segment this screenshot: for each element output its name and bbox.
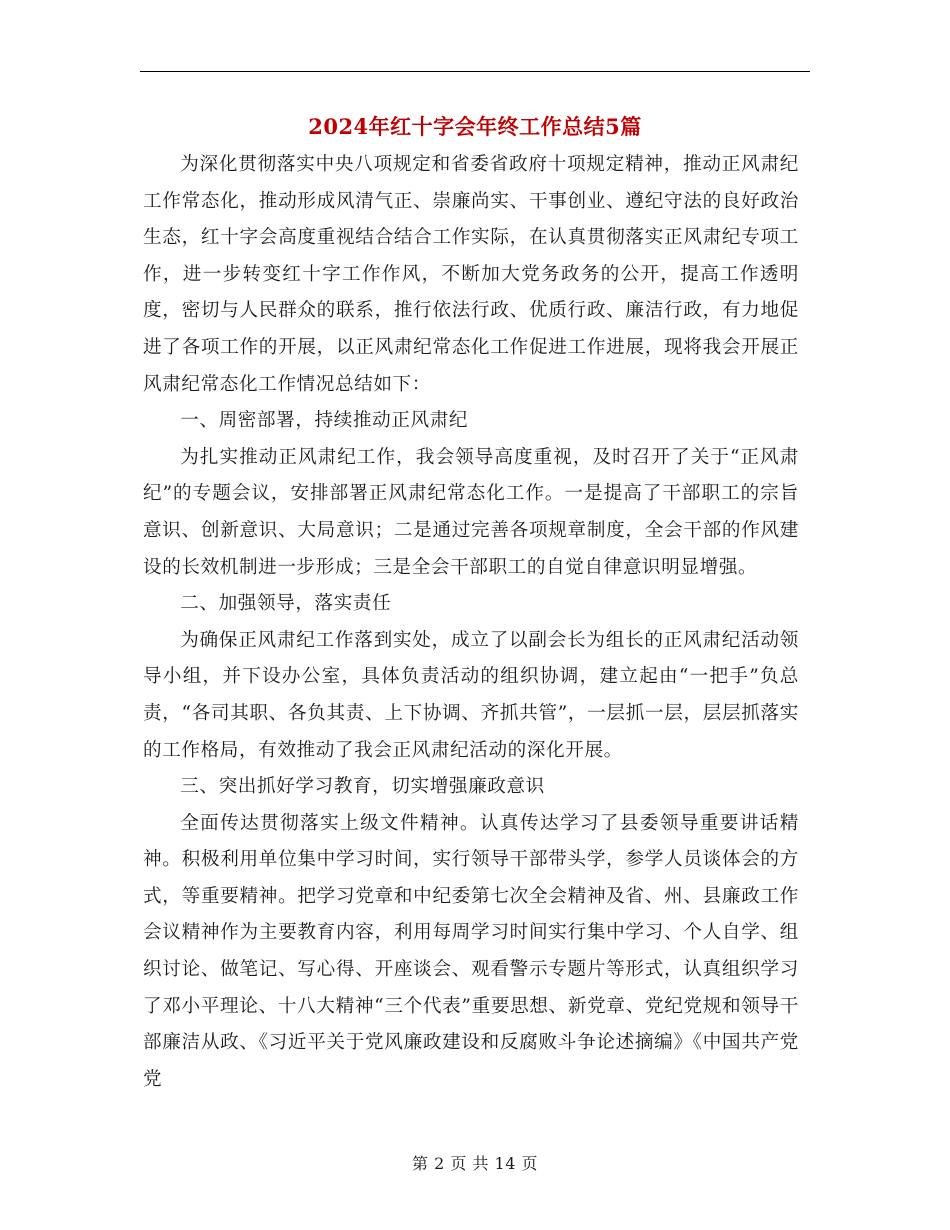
section-heading-1: 一、周密部署，持续推动正风肃纪 xyxy=(180,410,469,432)
section-paragraph-2: 为确保正风肃纪工作落到实处，成立了以副会长为组长的正风肃纪活动领导小组，并下设办公室，具体负责活动的组织协调，建立起由“一把手”负总责，“各司其职、各负其责、上下协调、齐抓共管”，一层抓一层，层层抓落实的工作格局，有效推动了我会正风肃纪活动的深化开展。 xyxy=(143,629,799,761)
header-rule xyxy=(140,71,810,72)
document-body xyxy=(143,147,799,1098)
intro-paragraph: 为深化贯彻落实中央八项规定和省委省政府十项规定精神，推动正风肃纪工作常态化，推动形成风清气正、崇廉尚实、干事创业、遵纪守法的良好政治生态，红十字会高度重视结合结合工作实际，在认真贯彻落实正风肃纪专项工作，进一步转变红十字工作作风，不断加大党务政务的公开，提高工作透明度，密切与人民群众的联系，推行依法行政、优质行政、廉洁行政，有力地促进了各项工作的开展，以正风肃纪常态化工作促进工作进展，现将我会开展正风肃纪常态化工作情况总结如下： xyxy=(143,154,799,395)
document-title: 2024年红十字会年终工作总结5篇 xyxy=(308,114,642,139)
page-number-footer xyxy=(0,1152,950,1176)
section-heading-3: 三、突出抓好学习教育，切实增强廉政意识 xyxy=(180,776,545,798)
section-paragraph-3: 全面传达贯彻落实上级文件精神。认真传达学习了县委领导重要讲话精神。积极利用单位集中学习时间，实行领导干部带头学，参学人员谈体会的方式，等重要精神。把学习党章和中纪委第七次全会精神及省、州、县廉政工作会议精神作为主要教育内容，利用每周学习时间实行集中学习、个人自学、组织讨论、做笔记、写心得、开座谈会、观看警示专题片等形式，认真组织学习了邓小平理论、十八大精神“三个代表”重要思想、新党章、党纪党规和领导干部廉洁从政、《习近平关于党风廉政建设和反腐败斗争论述摘编》《中国共产党党 xyxy=(143,812,799,1090)
section-paragraph-1: 为扎实推动正风肃纪工作，我会领导高度重视，及时召开了关于“正风肃纪”的专题会议，安排部署正风肃纪常态化工作。一是提高了干部职工的宗旨意识、创新意识、大局意识；二是通过完善各项规章制度，全会干部的作风建设的长效机制进一步形成；三是全会干部职工的自觉自律意识明显增强。 xyxy=(143,446,799,578)
section-heading-2: 二、加强领导，落实责任 xyxy=(180,593,392,615)
page-number-label: 第 2 页 共 14 页 xyxy=(412,1154,538,1173)
